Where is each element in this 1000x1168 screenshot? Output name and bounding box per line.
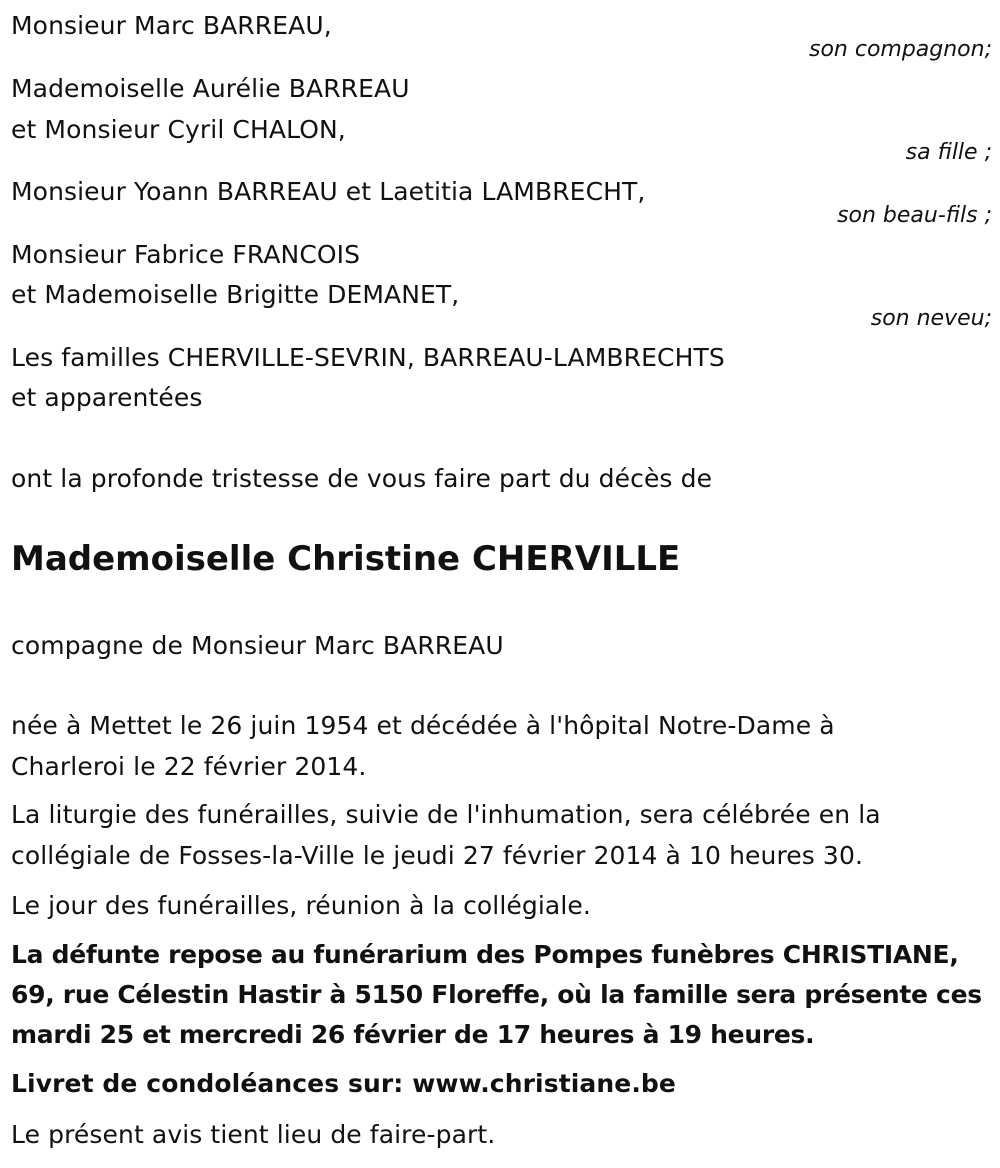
family-line-4: Monsieur Yoann BARREAU et Laetitia LAMBRECHT, xyxy=(11,177,646,206)
family-line-3: et Monsieur Cyril CHALON, xyxy=(11,115,346,144)
birth-line-1: née à Mettet le 26 juin 1954 et décédée à l'hôpital Notre-Dame à xyxy=(11,711,835,740)
notice-text: Le présent avis tient lieu de faire-part. xyxy=(11,1120,496,1149)
deceased-name: Mademoiselle Christine CHERVILLE xyxy=(11,539,681,579)
liturgy-line-1: La liturgie des funérailles, suivie de l'inhumation, sera célébrée en la xyxy=(11,800,881,829)
companion-text: compagne de Monsieur Marc BARREAU xyxy=(11,631,504,660)
role-son-in-law: son beau-fils ; xyxy=(837,203,992,228)
family-line-6: et Mademoiselle Brigitte DEMANET, xyxy=(11,280,460,309)
announcement-text: ont la profonde tristesse de vous faire part du décès de xyxy=(11,464,713,493)
family-line-1: Monsieur Marc BARREAU, xyxy=(11,11,332,40)
role-companion: son compagnon; xyxy=(808,37,992,62)
condolences-text: Livret de condoléances sur: www.christiane.be xyxy=(11,1069,676,1098)
family-line-5: Monsieur Fabrice FRANCOIS xyxy=(11,240,361,269)
rest-line-2: 69, rue Célestin Hastir à 5150 Floreffe, où la famille sera présente ces xyxy=(11,980,982,1009)
meeting-text: Le jour des funérailles, réunion à la collégiale. xyxy=(11,891,591,920)
liturgy-line-2: collégiale de Fosses-la-Ville le jeudi 27 février 2014 à 10 heures 30. xyxy=(11,841,863,870)
family-line-2: Mademoiselle Aurélie BARREAU xyxy=(11,74,410,103)
rest-line-3: mardi 25 et mercredi 26 février de 17 heures à 19 heures. xyxy=(11,1020,815,1049)
birth-line-2: Charleroi le 22 février 2014. xyxy=(11,752,367,781)
family-line-7: Les familles CHERVILLE-SEVRIN, BARREAU-LAMBRECHTS xyxy=(11,343,725,372)
family-line-8: et apparentées xyxy=(11,383,203,412)
rest-line-1: La défunte repose au funérarium des Pompes funèbres CHRISTIANE, xyxy=(11,940,959,969)
role-nephew: son neveu; xyxy=(870,306,992,331)
role-daughter: sa fille ; xyxy=(905,140,992,165)
